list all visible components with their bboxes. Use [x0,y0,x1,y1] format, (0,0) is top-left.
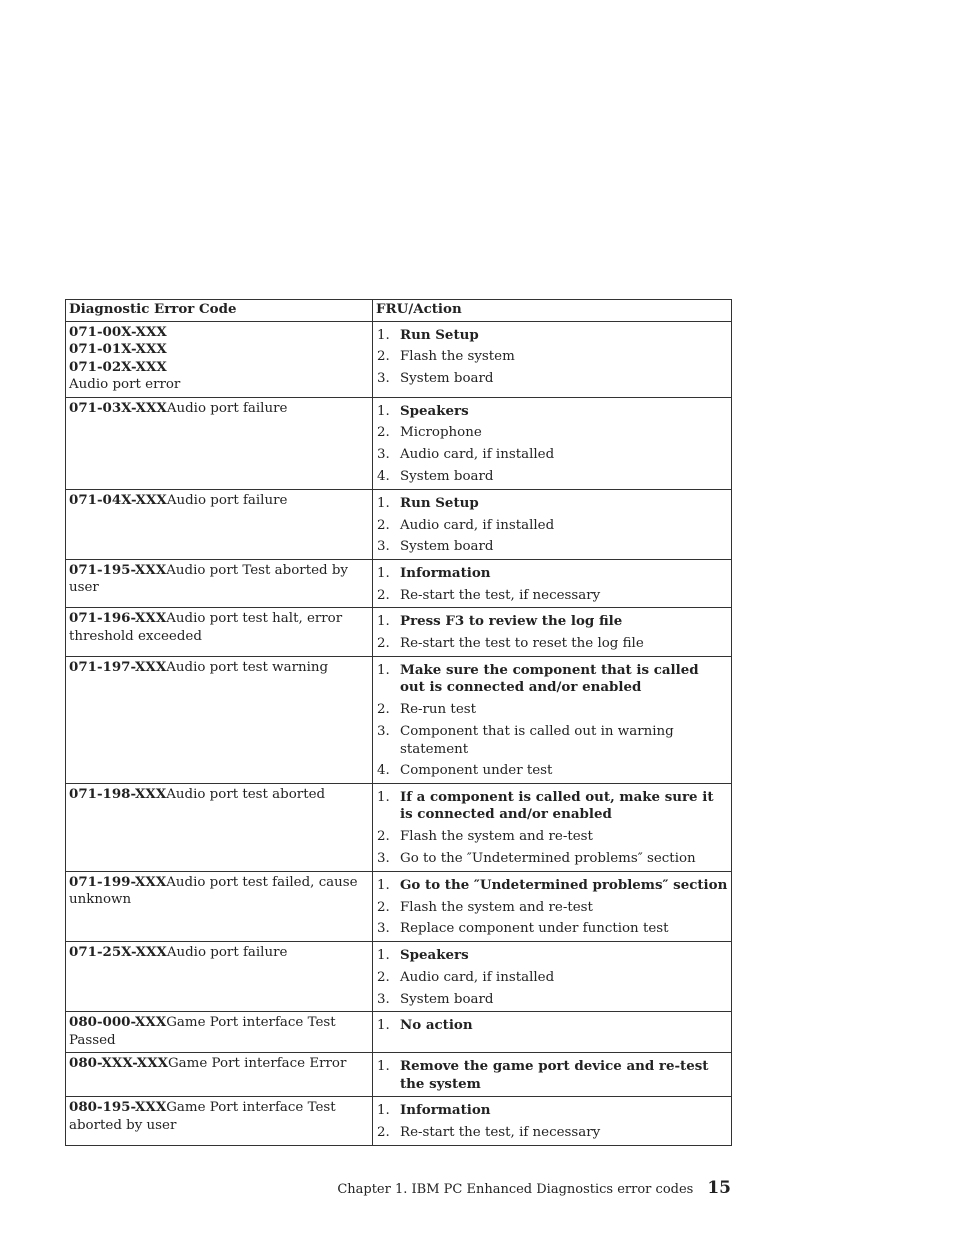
action-list [376,1054,728,1093]
action-item [376,495,728,513]
action-number: 2. [377,829,390,845]
action-list [376,609,728,652]
action-text: System board [400,539,494,555]
action-text: Information [400,1102,491,1119]
action-text: System board [400,371,494,387]
error-code-line [69,1099,369,1134]
action-item [376,635,728,653]
error-code: 071-01X-XXX [69,341,167,357]
error-code-cell [66,783,373,871]
fru-action-cell [373,559,732,607]
action-number: 3. [377,991,390,1007]
action-text: Replace component under function test [400,921,669,937]
action-item [376,1017,728,1035]
table-body [66,321,732,1145]
table-row [66,1012,732,1053]
action-number: 3. [377,724,390,740]
error-code-line [69,874,369,909]
action-item [376,403,728,421]
error-code-line [69,786,369,804]
action-list [376,491,728,556]
error-code: 071-25X-XXX [69,943,167,960]
fru-action-cell [373,397,732,489]
action-item [376,613,728,631]
table-row [66,489,732,559]
action-text: System board [400,469,494,485]
action-item [376,370,728,388]
fru-action-cell [373,871,732,941]
error-code-line [69,376,369,394]
error-code-cell [66,1012,373,1053]
table-row [66,321,732,397]
action-item [376,327,728,345]
error-description: Audio port failure [166,944,288,960]
error-description: Audio port test aborted [166,786,326,802]
action-number: 2. [377,587,390,603]
action-item [376,723,728,758]
action-item [376,850,728,868]
table-header-row [66,300,732,322]
action-item [376,991,728,1009]
table-row [66,1053,732,1097]
error-description: Audio port error [69,377,181,392]
action-text: Component under test [400,763,553,779]
action-item [376,538,728,556]
error-description: Game Port interface Test Passed [69,1015,336,1048]
action-number: 1. [377,327,390,343]
error-code-line [69,400,369,418]
action-number: 2. [377,1125,390,1141]
error-description: Game Port interface Test aborted by user [69,1100,336,1133]
action-item [376,828,728,846]
action-text: Make sure the component that is called out is connected and/or enabled [400,661,699,696]
action-number: 3. [377,447,390,463]
action-number: 1. [377,1059,390,1075]
action-text: No action [400,1017,473,1034]
error-code-cell [66,608,373,656]
error-code-table [65,299,732,1146]
table-row [66,559,732,607]
action-number: 1. [377,662,390,678]
fru-action-cell [373,1097,732,1145]
action-text: Re-start the test, if necessary [400,1125,601,1141]
error-code-cell [66,1097,373,1145]
action-list [376,1098,728,1141]
action-text: Re-start the test, if necessary [400,587,601,603]
error-code-line [69,659,369,677]
action-text: If a component is called out, make sure it is connected and/or enabled [400,788,714,823]
action-number: 4. [377,469,390,485]
action-item [376,969,728,987]
action-item [376,1124,728,1142]
error-code-line [69,1055,369,1073]
chapter-title: Chapter 1. IBM PC Enhanced Diagnostics error codes [337,1182,694,1197]
action-number: 2. [377,349,390,365]
action-item [376,920,728,938]
error-code: 071-198-XXX [69,785,167,802]
action-item [376,565,728,583]
action-number: 2. [377,517,390,533]
error-description: Audio port test warning [166,659,329,675]
table-row [66,397,732,489]
error-description: Audio port test halt, error threshold exceeded [69,611,343,644]
page-footer [337,1178,731,1198]
action-text: Remove the game port device and re-test the system [400,1058,709,1092]
action-list [376,561,728,604]
page-number: 15 [707,1178,731,1198]
error-code-line [69,324,369,342]
fru-action-cell [373,608,732,656]
error-code-line [69,1014,369,1049]
action-text: Speakers [400,402,469,419]
action-text: Component that is called out in warning statement [400,724,674,757]
action-item [376,947,728,965]
action-item [376,446,728,464]
fru-action-cell [373,941,732,1011]
error-code-line [69,610,369,645]
action-number: 1. [377,947,390,963]
action-item [376,1058,728,1093]
action-number: 1. [377,495,390,511]
action-number: 3. [377,851,390,867]
error-description: Audio port failure [166,400,288,416]
error-description: Audio port test failed, cause unknown [69,874,358,908]
error-code: 071-199-XXX [69,873,167,890]
action-list [376,943,728,1008]
table-row [66,941,732,1011]
error-code-line [69,944,369,962]
fru-action-cell [373,1012,732,1053]
action-text: Re-run test [400,702,476,718]
error-code: 071-00X-XXX [69,323,167,340]
error-code-cell [66,656,373,783]
error-code: 080-XXX-XXX [69,1055,168,1072]
error-code-cell [66,321,373,397]
action-number: 2. [377,702,390,718]
action-number: 2. [377,636,390,652]
error-code-cell [66,559,373,607]
column-header-error-code: Diagnostic Error Code [66,300,373,322]
table-row [66,656,732,783]
action-text: Press F3 to review the log file [400,613,623,630]
action-item [376,762,728,780]
action-list [376,873,728,938]
table-row [66,783,732,871]
action-text: System board [400,991,494,1007]
action-list [376,785,728,868]
action-text: Flash the system and re-test [400,899,593,915]
action-text: Speakers [400,946,469,963]
action-item [376,587,728,605]
action-text: Go to the ″Undetermined problems″ section [400,851,696,867]
error-description: Audio port failure [166,492,288,508]
error-code: 071-04X-XXX [69,491,167,508]
action-item [376,517,728,535]
error-code-line [69,562,369,597]
action-list [376,399,728,486]
action-item [376,348,728,366]
action-number: 2. [377,425,390,441]
action-text: Microphone [400,425,482,441]
action-item [376,789,728,824]
action-number: 1. [377,1103,390,1119]
error-code-line [69,359,369,377]
action-item [376,468,728,486]
error-code: 071-03X-XXX [69,399,167,416]
action-item [376,662,728,697]
error-code-cell [66,397,373,489]
fru-action-cell [373,489,732,559]
action-text: Audio card, if installed [400,447,555,463]
error-code: 071-02X-XXX [69,358,167,375]
action-text: Go to the ″Undetermined problems″ section [400,876,728,893]
action-item [376,701,728,719]
error-code: 071-196-XXX [69,610,167,627]
action-text: Audio card, if installed [400,517,555,533]
error-code-line [69,341,369,359]
fru-action-cell [373,321,732,397]
action-number: 1. [377,565,390,581]
action-text: Audio card, if installed [400,969,555,985]
action-number: 3. [377,921,390,937]
action-item [376,877,728,895]
error-description: Game Port interface Error [167,1056,347,1072]
table-row [66,871,732,941]
error-code-cell [66,489,373,559]
action-number: 1. [377,789,390,805]
error-code: 080-000-XXX [69,1014,167,1031]
action-number: 4. [377,763,390,779]
action-text: Run Setup [400,494,479,511]
error-code-cell [66,871,373,941]
action-number: 2. [377,969,390,985]
error-code: 071-195-XXX [69,561,167,578]
action-text: Information [400,564,491,581]
action-number: 3. [377,539,390,555]
fru-action-cell [373,656,732,783]
error-code-line [69,492,369,510]
action-text: Re-start the test to reset the log file [400,636,644,652]
action-number: 1. [377,403,390,419]
error-description: Audio port Test aborted by user [69,562,348,596]
action-text: Flash the system [400,349,515,365]
fru-action-cell [373,1053,732,1097]
action-list [376,1013,728,1035]
error-code: 071-197-XXX [69,658,167,675]
action-number: 1. [377,614,390,630]
column-header-fru-action: FRU/Action [373,300,732,322]
action-list [376,323,728,388]
action-list [376,658,728,780]
fru-action-cell [373,783,732,871]
table-row [66,608,732,656]
action-item [376,424,728,442]
action-text: Flash the system and re-test [400,829,593,845]
table-row [66,1097,732,1145]
error-code-cell [66,1053,373,1097]
action-number: 1. [377,1018,390,1034]
action-text: Run Setup [400,326,479,343]
error-code-cell [66,941,373,1011]
action-number: 2. [377,899,390,915]
action-item [376,899,728,917]
error-code: 080-195-XXX [69,1099,167,1116]
action-item [376,1102,728,1120]
action-number: 1. [377,877,390,893]
action-number: 3. [377,371,390,387]
